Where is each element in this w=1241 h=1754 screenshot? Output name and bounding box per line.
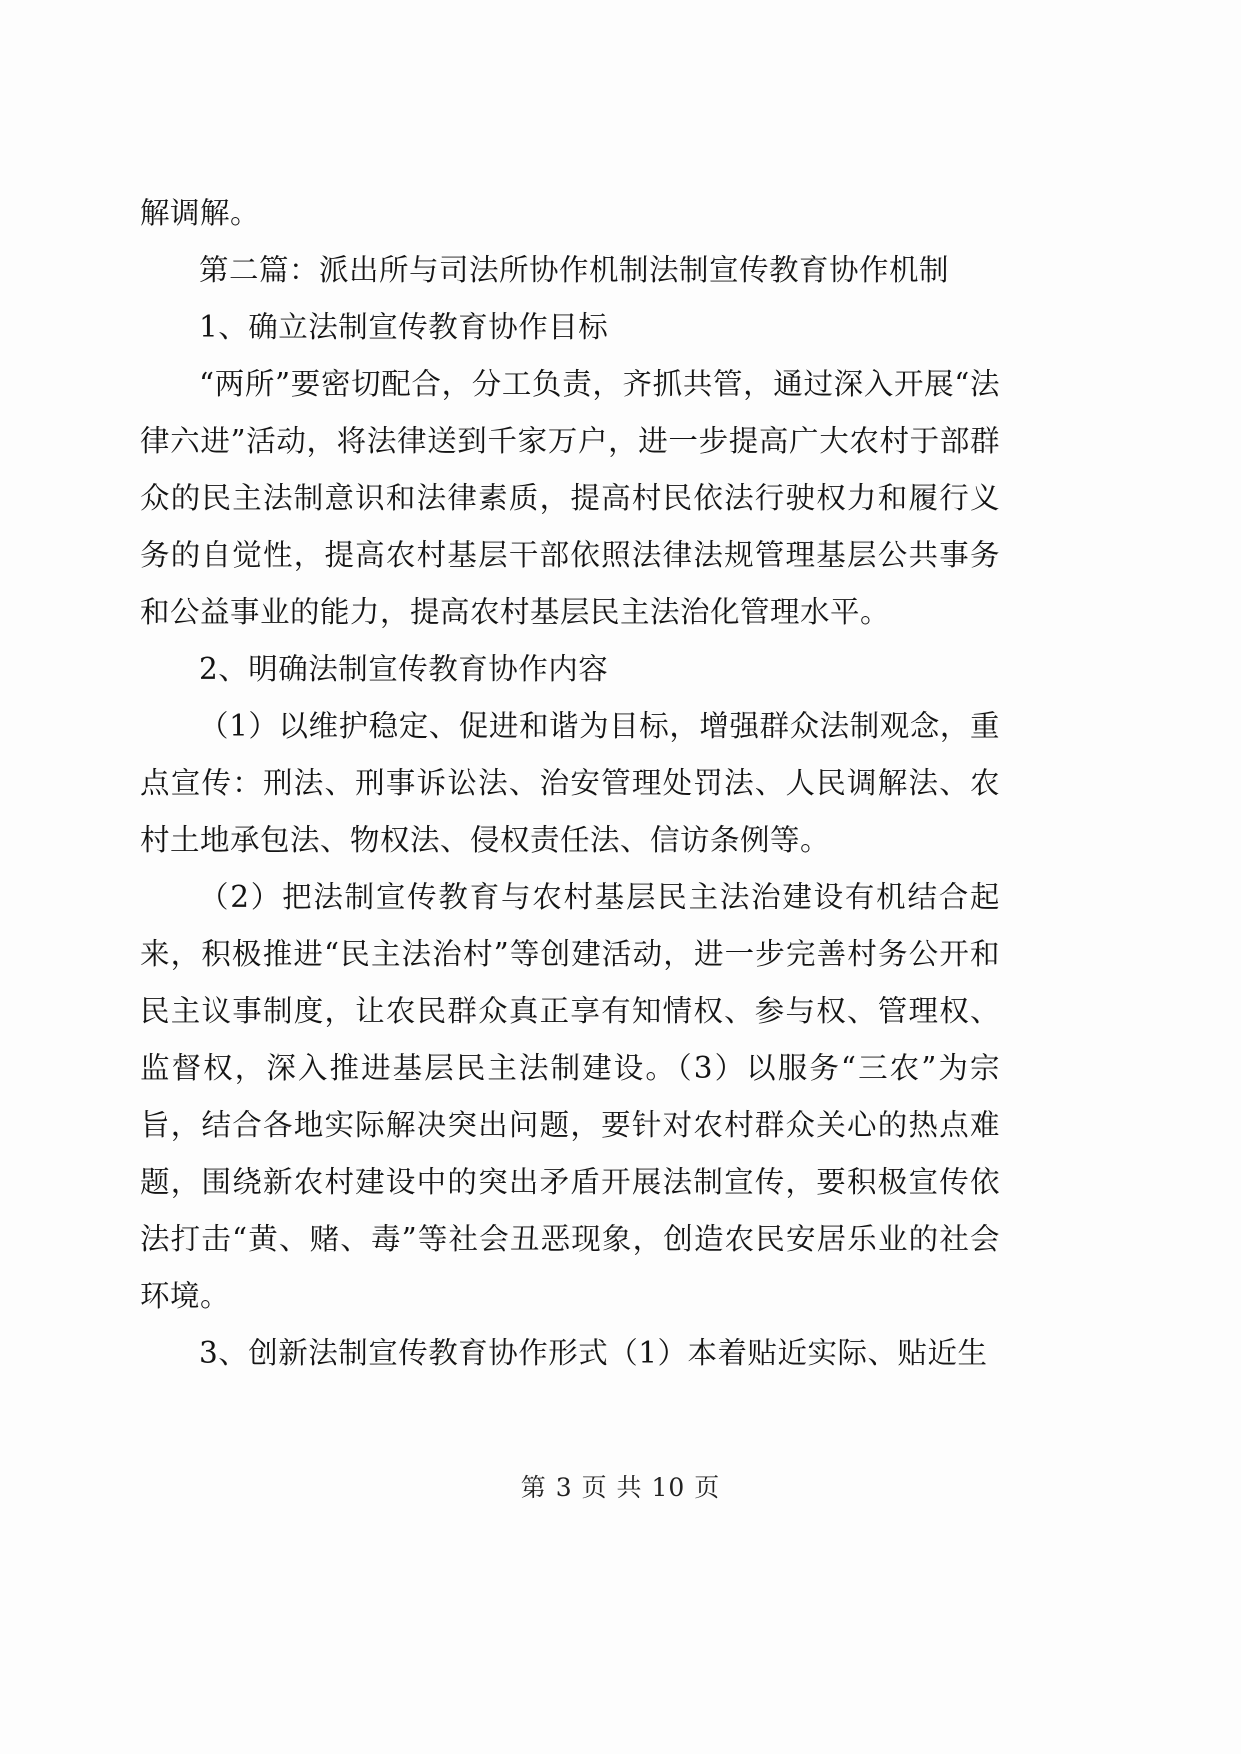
paragraph: 解调解。 (140, 196, 261, 230)
paragraph: 2、明确法制宣传教育协作内容 (199, 652, 609, 686)
document-body (140, 185, 1000, 1382)
paragraph: （2）把法制宣传教育与农村基层民主法治建设有机结合起来，积极推进“民主法治村”等创建活动，进一步完善村务公开和民主议事制度，让农民群众真正享有知情权、参与权、管理权、监督权，深入推进基层民主法制建设。（3）以服务“三农”为宗旨，结合各地实际解决突出问题，要针对农村群众关心的热点难题，围绕新农村建设中的突出矛盾开展法制宣传，要积极宣传依法打击“黄、赌、毒”等社会丑恶现象，创造农民安居乐业的社会环境。 (140, 880, 1000, 1313)
paragraph: 1、确立法制宣传教育协作目标 (199, 310, 609, 344)
page-footer (0, 1468, 1241, 1504)
paragraph: 第二篇：派出所与司法所协作机制法制宣传教育协作机制 (199, 253, 950, 287)
paragraph: 3、创新法制宣传教育协作形式（1）本着贴近实际、贴近生 (199, 1336, 988, 1370)
page-number: 第 3 页 共 10 页 (520, 1473, 721, 1502)
paragraph: （1）以维护稳定、促进和谐为目标，增强群众法制观念，重点宣传：刑法、刑事诉讼法、治安管理处罚法、人民调解法、农村土地承包法、物权法、侵权责任法、信访条例等。 (140, 709, 1000, 857)
paragraph: “两所”要密切配合，分工负责，齐抓共管，通过深入开展“法律六进”活动，将法律送到千家万户，进一步提高广大农村于部群众的民主法制意识和法律素质，提高村民依法行驶权力和履行义务的自觉性，提高农村基层干部依照法律法规管理基层公共事务和公益事业的能力，提高农村基层民主法治化管理水平。 (140, 367, 1000, 629)
